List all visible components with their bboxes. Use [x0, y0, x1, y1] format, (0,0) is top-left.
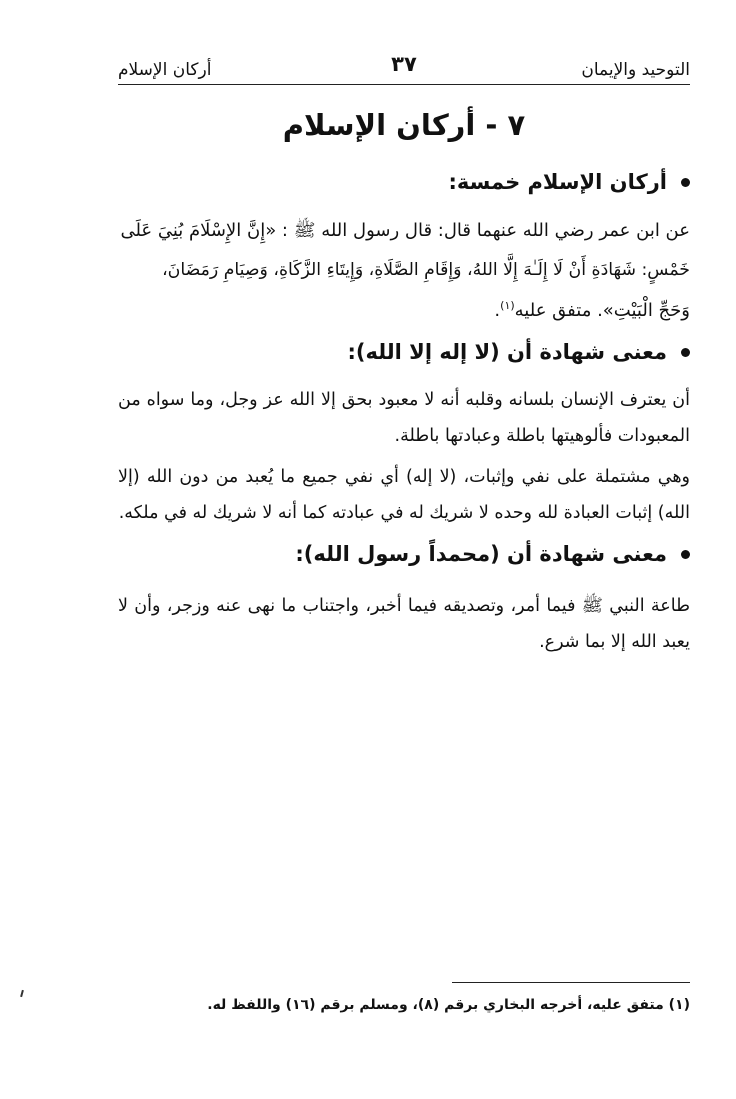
header-chapter-title: أركان الإسلام — [118, 60, 212, 80]
section-heading-pillars — [118, 170, 690, 194]
chapter-title: ٧ - أركان الإسلام — [282, 108, 526, 142]
bullet-icon — [681, 550, 690, 559]
footnote: (١) متفق عليه، أخرجه البخاري برقم (٨)، ومسلم برقم (١٦) واللفظ له. — [207, 997, 690, 1013]
scan-mark — [20, 990, 24, 997]
paragraph-shahada-negation: وهي مشتملة على نفي وإثبات، (لا إله) أي نفي جميع ما يُعبد من دون الله (إلا الله) إثبات العبادة لله وحده لا شريك له في عبادته كما أنه لا شريك له في ملكه. — [118, 467, 690, 523]
footnote-divider — [452, 982, 690, 983]
section-heading-messenger — [118, 542, 690, 566]
section-heading-text: معنى شهادة أن (محمداً رسول الله): — [295, 542, 667, 566]
full-stop: . — [494, 300, 501, 321]
page-number: ٣٧ — [391, 52, 417, 76]
hadith-line-1: عن ابن عمر رضي الله عنهما قال: قال رسول الله ﷺ : «إِنَّ الإِسْلَامَ بُنِيَ عَلَى — [120, 220, 690, 241]
section-heading-shahada — [118, 340, 690, 364]
bullet-icon — [681, 348, 690, 357]
section-heading-text: أركان الإسلام خمسة: — [448, 170, 667, 194]
header-divider — [118, 84, 690, 85]
paragraph-shahada-meaning: أن يعترف الإنسان بلسانه وقلبه أنه لا معبود بحق إلا الله عز وجل، وما سواه من المعبودات فألوهيتها باطلة وعبادتها باطلة. — [118, 390, 690, 446]
hadith-line-3 — [118, 289, 690, 328]
footnote-reference: (١) — [500, 299, 515, 312]
paragraph-messenger-meaning: طاعة النبي ﷺ فيما أمر، وتصديقه فيما أخبر، واجتناب ما نهى عنه وزجر، وأن لا يعبد الله إلا بما شرع. — [118, 596, 690, 652]
header-book-title: التوحيد والإيمان — [581, 60, 690, 80]
running-header — [118, 52, 690, 86]
hadith-line-2: خَمْسٍ: شَهَادَةِ أَنْ لَا إِلَـٰهَ إِلَّا اللهُ، وَإِقَامِ الصَّلَاةِ، وَإِيتَاءِ الزَّكَاةِ، وَصِيَامِ رَمَضَانَ، — [162, 260, 690, 280]
bullet-icon — [681, 178, 690, 187]
section-heading-text: معنى شهادة أن (لا إله إلا الله): — [347, 340, 667, 364]
hadith-line-3-text: وَحَجِّ الْبَيْتِ». متفق عليه — [514, 300, 690, 321]
